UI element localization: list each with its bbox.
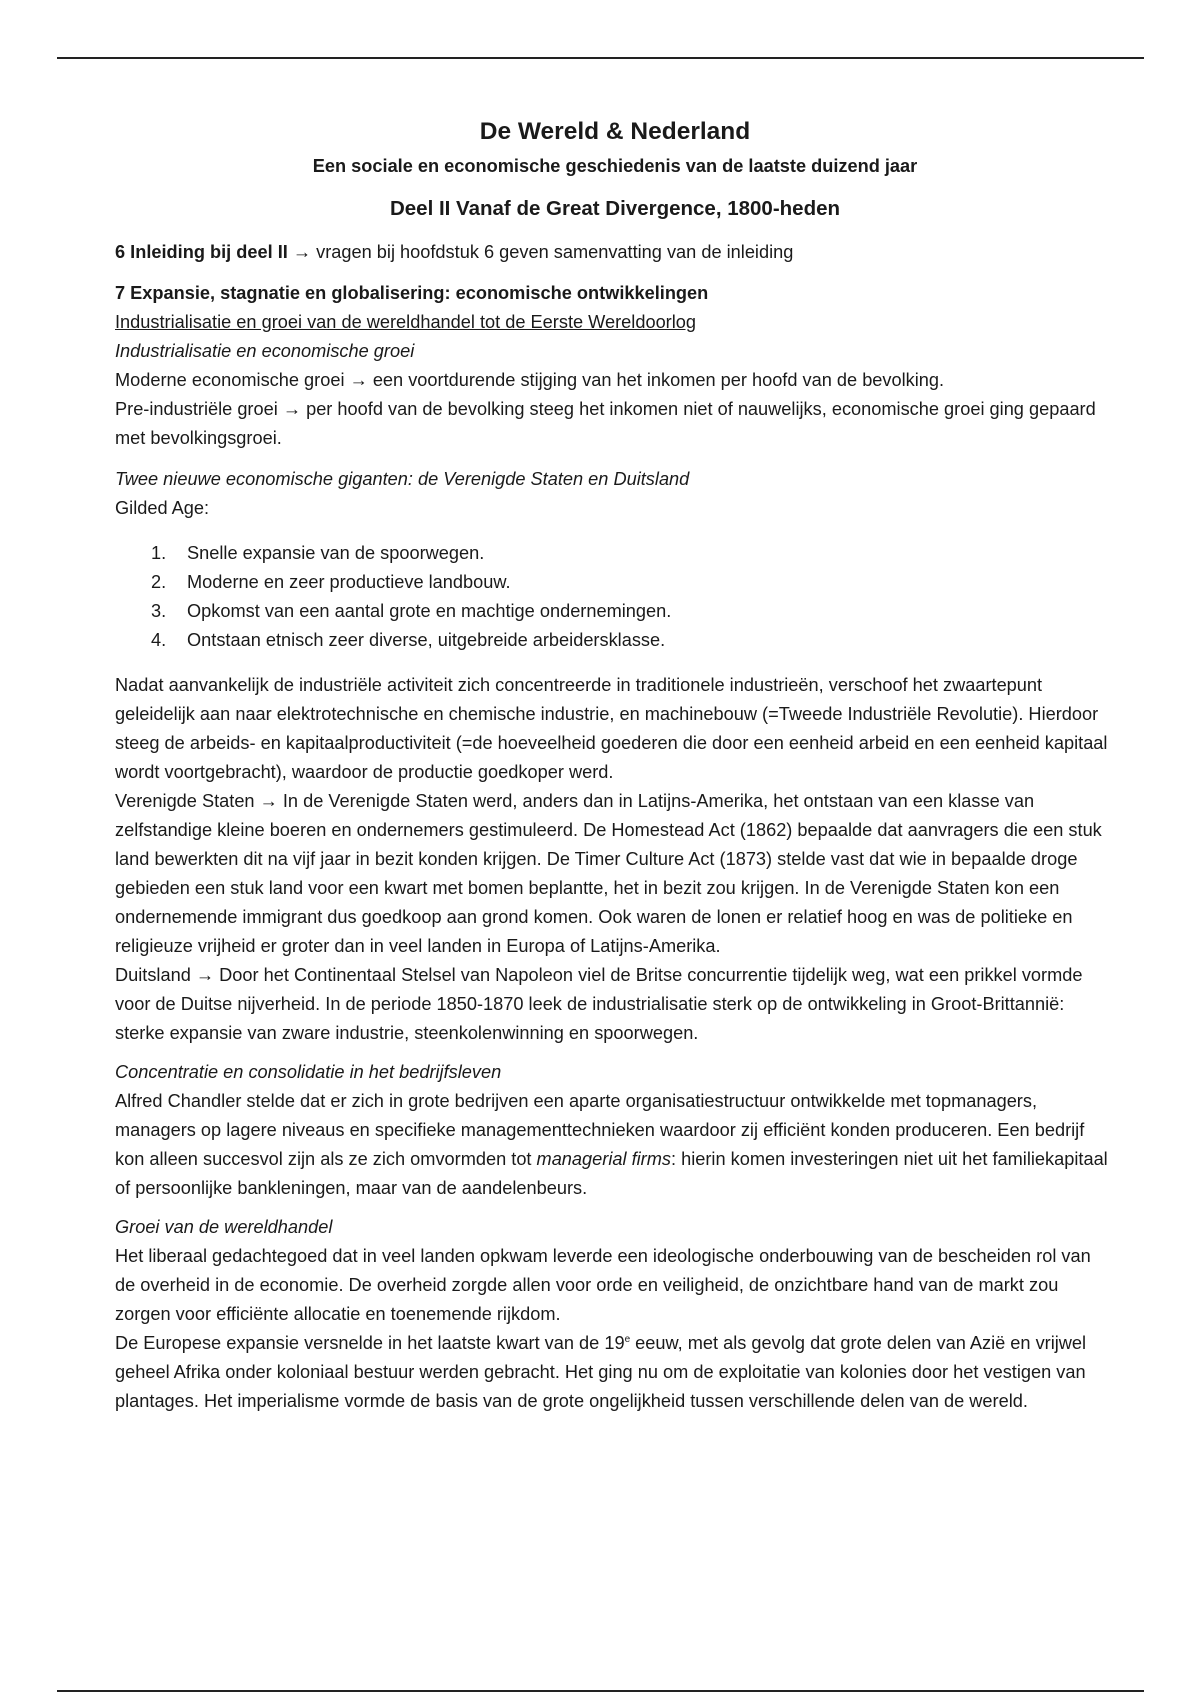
chapter-6-text: vragen bij hoofdstuk 6 geven samenvatting van de inleiding (316, 242, 794, 262)
list-item (115, 597, 1115, 626)
paragraph-text: eeuw, met als gevolg dat grote delen van Azië en vrijwel geheel Afrika onder koloniaal bestuur werden gebracht. Het ging nu om de exploitatie van kolonies door het vestigen van plantages. Het imperialisme vormde de basis van de grote ongelijkheid tussen verschillende delen van de wereld. (115, 1333, 1087, 1411)
document-body (115, 112, 1115, 1416)
arrow-icon: → (195, 965, 215, 985)
superscript: e (624, 1333, 631, 1345)
term-text: Door het Continentaal Stelsel van Napoleon viel de Britse concurrentie tijdelijk weg, wat een prikkel vormde voor de Duitse nijverheid. In de periode 1850-1870 leek de industrialisatie sterk op de ontwikkeling in Groot-Brittannië: sterke expansie van zware industrie, steenkolenwinning en spoorwegen. (115, 965, 1083, 1043)
emphasis-text: managerial firms (536, 1149, 671, 1169)
list-text: Moderne en zeer productieve landbouw. (187, 572, 511, 592)
paragraph-second-industrial-revolution: Nadat aanvankelijk de industriële activiteit zich concentreerde in traditionele industrieën, verschoof het zwaartepunt geleidelijk aan naar elektrotechnische en chemische industrie, en machinebouw (=Tweede Industriële Revolutie). Hierdoor steeg de arbeids- en kapitaalproductiviteit (=de hoeveelheid goederen die door een eenheid arbeid en een eenheid kapitaal wordt voortgebracht), waardoor de productie goedkoper werd. (115, 675, 1108, 782)
list-text: Ontstaan etnisch zeer diverse, uitgebreide arbeidersklasse. (187, 630, 666, 650)
gilded-age-list (115, 539, 1115, 655)
paragraph-text: : hierin komen investeringen niet uit het familiekapitaal of persoonlijke bankleningen, maar van de aandelenbeurs. (115, 1149, 1108, 1198)
chapter-6 (115, 238, 1115, 267)
arrow-icon: → (282, 399, 302, 419)
term-text: een voortdurende stijging van het inkomen per hoofd van de bevolking. (372, 370, 945, 390)
header-rule (57, 57, 1144, 59)
arrow-icon: → (349, 370, 368, 390)
paragraph-liberalism: Het liberaal gedachtegoed dat in veel landen opkwam leverde een ideologische onderbouwing van de bescheiden rol van de overheid in de economie. De overheid zorgde allen voor orde en veiligheid, de onzichtbare hand van de markt zou zorgen voor efficiënte allocatie en toenemende rijkdom. (115, 1246, 1091, 1324)
list-item (115, 568, 1115, 597)
subsection-title-4: Groei van de wereldhandel (115, 1217, 333, 1237)
paragraph-modern-growth (115, 366, 1115, 395)
arrow-icon: → (259, 791, 278, 811)
subsection-title-3: Concentratie en consolidatie in het bedrijfsleven (115, 1062, 502, 1082)
list-text: Snelle expansie van de spoorwegen. (187, 543, 485, 563)
paragraph-imperialism (115, 1329, 1115, 1416)
term-label: Pre-industriële groei (115, 399, 278, 419)
chapter-6-heading: 6 Inleiding bij deel II (115, 242, 288, 262)
list-text: Opkomst van een aantal grote en machtige ondernemingen. (187, 601, 672, 621)
term-label: Duitsland (115, 965, 191, 985)
document-subtitle: Een sociale en economische geschiedenis van de laatste duizend jaar (312, 156, 918, 176)
list-number: 1. (151, 543, 167, 563)
paragraph-preindustrial-growth (115, 395, 1115, 453)
subsection-title-2: Twee nieuwe economische giganten: de Verenigde Staten en Duitsland (115, 469, 690, 489)
document-title: De Wereld & Nederland (479, 118, 751, 145)
part-title: Deel II Vanaf de Great Divergence, 1800-heden (389, 197, 841, 220)
subsection-title-1: Industrialisatie en economische groei (115, 341, 415, 361)
paragraph-germany (115, 961, 1115, 1048)
paragraph-text: De Europese expansie versnelde in het laatste kwart van de 19 (115, 1333, 625, 1353)
footer-rule (57, 1690, 1144, 1692)
paragraph-united-states (115, 787, 1115, 961)
list-number: 3. (151, 601, 167, 621)
list-item (115, 626, 1115, 655)
term-text: In de Verenigde Staten werd, anders dan in Latijns-Amerika, het ontstaan van een klasse van zelfstandige kleine boeren en ondernemers gestimuleerd. De Homestead Act (1862) bepaalde dat aanvragers die een stuk land bewerkten dit na vijf jaar in bezit konden krijgen. De Timer Culture Act (1873) stelde vast dat wie in bepaalde droge gebieden een stuk land voor een kwart met bomen beplantte, het in bezit zou krijgen. In de Verenigde Staten kon een ondernemende immigrant dus goedkoop aan grond komen. Ook waren de lonen er relatief hoog en was de politieke en religieuze vrijheid er groter dan in veel landen in Europa of Latijns-Amerika. (115, 791, 1102, 956)
paragraph-text: Alfred Chandler stelde dat er zich in grote bedrijven een aparte organisatiestructuur ontwikkelde met topmanagers, managers op lagere niveaus en specifieke managementtechnieken waardoor zij efficiënt konden produceren. Een bedrijf kon alleen succesvol zijn als ze zich omvormden tot (115, 1091, 1085, 1169)
term-text: per hoofd van de bevolking steeg het inkomen niet of nauwelijks, economische groei ging gepaard met bevolkingsgroei. (115, 399, 1096, 448)
list-item (115, 539, 1115, 568)
list-number: 2. (151, 572, 167, 592)
paragraph-chandler (115, 1087, 1115, 1203)
arrow-icon: → (292, 242, 312, 262)
term-label: Verenigde Staten (115, 791, 255, 811)
gilded-age-label: Gilded Age: (115, 498, 210, 518)
list-number: 4. (151, 630, 167, 650)
term-label: Moderne economische groei (115, 370, 345, 390)
section-title: Industrialisatie en groei van de wereldhandel tot de Eerste Wereldoorlog (115, 312, 697, 332)
chapter-7-heading: 7 Expansie, stagnatie en globalisering: economische ontwikkelingen (115, 283, 709, 303)
